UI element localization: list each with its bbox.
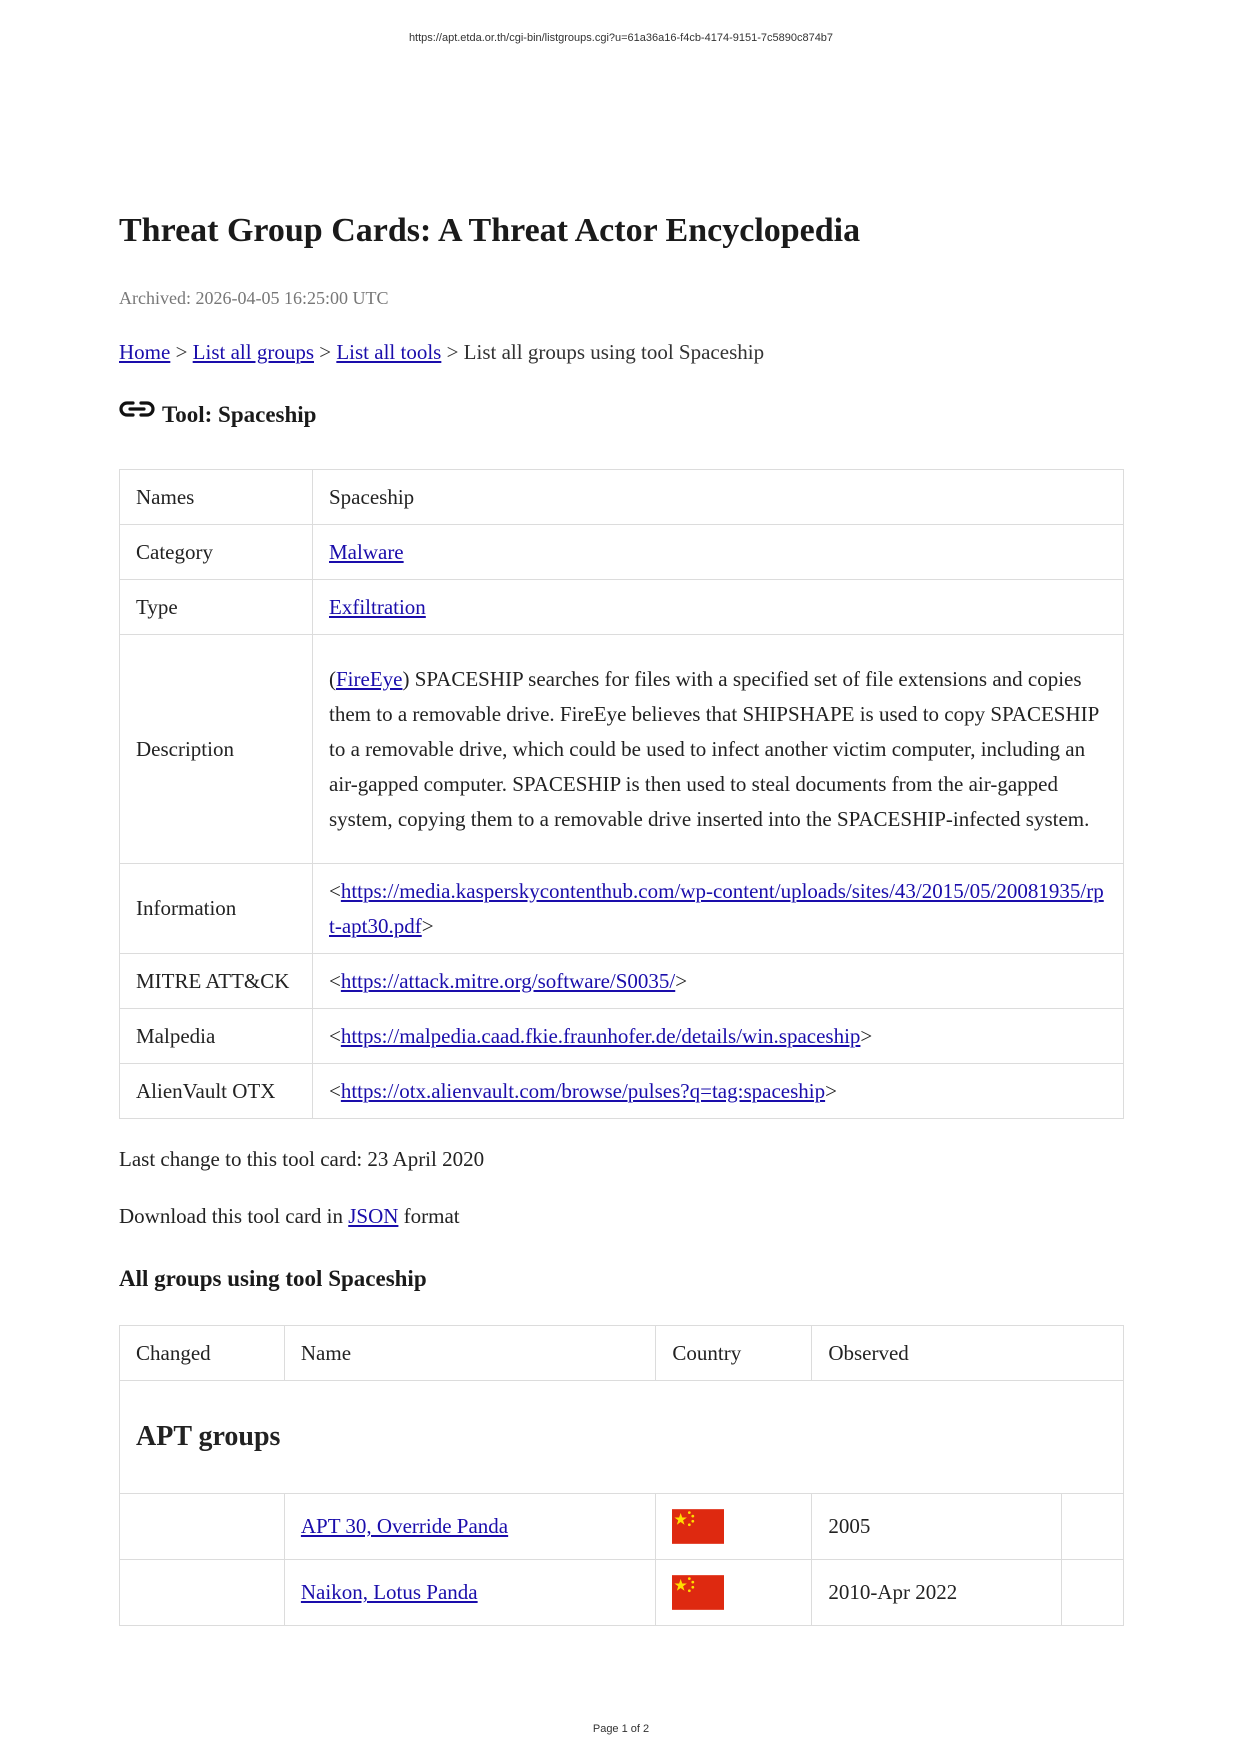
info-row-type bbox=[120, 580, 1124, 635]
mitre-link[interactable]: https://attack.mitre.org/software/S0035/ bbox=[340, 968, 676, 993]
observed-cell: 2010-Apr 2022 bbox=[812, 1560, 1062, 1626]
empty-cell bbox=[1062, 1560, 1124, 1626]
description-text: ) SPACESHIP searches for files with a specified set of file extensions and copies them to a removable drive. FireEye believes that SHIPSHAPE is used to copy SPACESHIP to a removable drive, which could be used to infect another victim computer, including an air-gapped computer. SPACESHIP is then used to steal documents from the air-gapped system, copying them to a removable drive inserted into the SPACESHIP-infected system. bbox=[329, 666, 1099, 831]
information-link[interactable]: https://media.kasperskycontenthub.com/wp-content/uploads/sites/43/2015/05/20081935/rpt-apt30.pdf bbox=[329, 878, 1104, 938]
info-value bbox=[313, 1064, 1124, 1119]
info-row-category bbox=[120, 525, 1124, 580]
download-text: format bbox=[398, 1204, 460, 1228]
info-key: Names bbox=[120, 470, 313, 525]
info-key: Category bbox=[120, 525, 313, 580]
info-key: AlienVault OTX bbox=[120, 1064, 313, 1119]
groups-heading: All groups using tool Spaceship bbox=[119, 1266, 427, 1291]
download-line bbox=[119, 1204, 460, 1229]
page-url: https://apt.etda.or.th/cgi-bin/listgroups.cgi?u=61a36a16-f4cb-4174-9151-7c5890c874b7 bbox=[408, 32, 834, 44]
download-text: Download this tool card in bbox=[119, 1204, 349, 1228]
info-value bbox=[313, 864, 1124, 954]
info-value bbox=[313, 580, 1124, 635]
link-icon bbox=[119, 398, 155, 422]
info-key: Information bbox=[120, 864, 313, 954]
bracket: > bbox=[860, 1023, 873, 1048]
info-value bbox=[313, 1009, 1124, 1064]
json-download-link[interactable]: JSON bbox=[348, 1204, 399, 1228]
last-change-text: Last change to this tool card: 23 April 2020 bbox=[119, 1147, 485, 1171]
group-link[interactable]: APT 30, Override Panda bbox=[300, 1514, 509, 1538]
info-key: Description bbox=[120, 635, 313, 864]
column-header: Changed bbox=[120, 1326, 285, 1381]
bracket: < bbox=[329, 968, 341, 993]
column-header: Country bbox=[656, 1326, 812, 1381]
tool-heading bbox=[119, 402, 316, 428]
china-flag-icon bbox=[672, 1575, 724, 1610]
bracket: > bbox=[825, 1078, 837, 1103]
changed-cell bbox=[120, 1494, 285, 1560]
info-key: MITRE ATT&CK bbox=[120, 954, 313, 1009]
section-row bbox=[120, 1381, 1124, 1494]
bracket: < bbox=[329, 1078, 341, 1103]
info-row-information bbox=[120, 864, 1124, 954]
china-flag-icon bbox=[672, 1509, 724, 1544]
column-header: Observed bbox=[812, 1326, 1124, 1381]
fireeye-link[interactable]: FireEye bbox=[336, 666, 403, 691]
empty-cell bbox=[1062, 1494, 1124, 1560]
groups-table bbox=[119, 1325, 1124, 1626]
bracket: < bbox=[329, 878, 341, 903]
section-title: APT groups bbox=[120, 1381, 1124, 1494]
changed-cell bbox=[120, 1560, 285, 1626]
info-value bbox=[313, 635, 1124, 864]
breadcrumb-separator: > bbox=[170, 340, 193, 364]
country-cell bbox=[656, 1560, 812, 1626]
info-value bbox=[313, 954, 1124, 1009]
type-link[interactable]: Exfiltration bbox=[329, 594, 426, 619]
tool-info-table bbox=[119, 469, 1124, 1119]
bracket: < bbox=[329, 1023, 341, 1048]
page-footer: Page 1 of 2 bbox=[592, 1723, 650, 1735]
info-row-description bbox=[120, 635, 1124, 864]
info-value bbox=[313, 525, 1124, 580]
name-cell bbox=[284, 1560, 656, 1626]
column-header: Name bbox=[284, 1326, 656, 1381]
observed-cell: 2005 bbox=[812, 1494, 1062, 1560]
info-row-mitre bbox=[120, 954, 1124, 1009]
otx-link[interactable]: https://otx.alienvault.com/browse/pulses?q=tag:spaceship bbox=[340, 1078, 826, 1103]
bracket: > bbox=[421, 913, 434, 938]
breadcrumb-home-link[interactable]: Home bbox=[119, 340, 171, 364]
breadcrumb-current: > List all groups using tool Spaceship bbox=[441, 340, 765, 364]
info-row-otx bbox=[120, 1064, 1124, 1119]
breadcrumb-tools-link[interactable]: List all tools bbox=[336, 340, 442, 364]
info-value: Spaceship bbox=[313, 470, 1124, 525]
page-title: Threat Group Cards: A Threat Actor Encyclopedia bbox=[119, 212, 861, 249]
malpedia-link[interactable]: https://malpedia.caad.fkie.fraunhofer.de/details/win.spaceship bbox=[340, 1023, 861, 1048]
archived-date: Archived: 2026-04-05 16:25:00 UTC bbox=[119, 288, 389, 308]
category-link[interactable]: Malware bbox=[329, 539, 404, 564]
info-row-malpedia bbox=[120, 1009, 1124, 1064]
table-row bbox=[120, 1560, 1124, 1626]
breadcrumb-separator: > bbox=[314, 340, 337, 364]
table-row bbox=[120, 1494, 1124, 1560]
bracket: > bbox=[675, 968, 688, 993]
name-cell bbox=[284, 1494, 656, 1560]
info-key: Malpedia bbox=[120, 1009, 313, 1064]
breadcrumb bbox=[119, 340, 764, 365]
description-paren: ( bbox=[329, 666, 336, 691]
info-key: Type bbox=[120, 580, 313, 635]
country-cell bbox=[656, 1494, 812, 1560]
info-row-names bbox=[120, 470, 1124, 525]
groups-table-header bbox=[120, 1326, 1124, 1381]
breadcrumb-groups-link[interactable]: List all groups bbox=[192, 340, 314, 364]
tool-heading-text: Tool: Spaceship bbox=[162, 402, 317, 427]
group-link[interactable]: Naikon, Lotus Panda bbox=[300, 1580, 478, 1604]
